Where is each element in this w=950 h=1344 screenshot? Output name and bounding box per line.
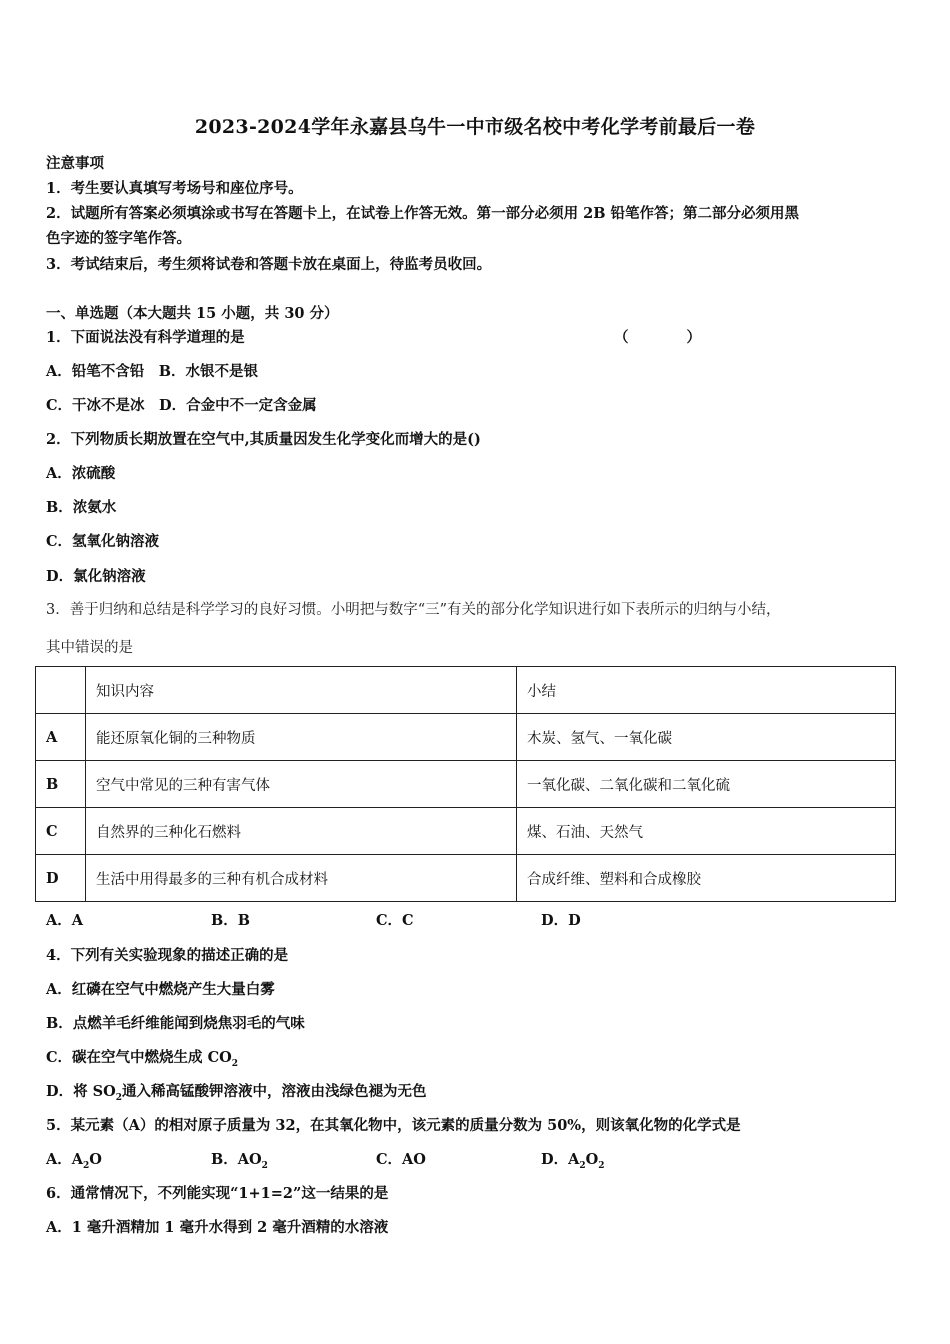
notice-item-2-cont: 色字迹的签字笔作答。	[46, 230, 191, 247]
table-cell: 一氧化碳、二氧化碳和二氧化硫	[517, 761, 896, 808]
subscript: 2	[231, 1058, 239, 1069]
q3-option-c: C．C	[376, 912, 414, 929]
q5-option-a	[46, 1148, 102, 1171]
q2-option-d: D．氯化钠溶液	[46, 568, 146, 585]
table-cell: B	[36, 761, 86, 808]
table-cell: D	[36, 855, 86, 902]
notice-heading: 注意事项	[46, 155, 104, 172]
q1-options-cd: C．干冰不是冰 D．合金中不一定含金属	[46, 397, 317, 414]
table-row	[36, 714, 896, 761]
page-title: 2023-2024学年永嘉县乌牛一中市级名校中考化学考前最后一卷	[194, 116, 756, 138]
q5-option-c: C．AO	[376, 1151, 426, 1168]
table-header-cell: 知识内容	[86, 667, 517, 714]
table-cell: 生活中用得最多的三种有机合成材料	[86, 855, 517, 902]
q4-stem: 4．下列有关实验现象的描述正确的是	[46, 947, 289, 964]
knowledge-table	[35, 666, 896, 902]
table-cell: C	[36, 808, 86, 855]
subscript: 2	[579, 1160, 586, 1171]
q2-stem: 2．下列物质长期放置在空气中,其质量因发生化学变化而增大的是()	[46, 431, 481, 448]
q5-option-d-text: D．A	[541, 1151, 580, 1168]
q5-option-a-text-end: O	[89, 1151, 102, 1168]
table-cell: 合成纤维、塑料和合成橡胶	[517, 855, 896, 902]
q6-option-a: A．1 毫升酒精加 1 毫升水得到 2 毫升酒精的水溶液	[46, 1219, 389, 1236]
bracket-open: （	[614, 329, 629, 346]
q3-option-a: A．A	[46, 912, 84, 929]
q5-option-a-text: A．A	[46, 1151, 84, 1168]
q5-option-b	[211, 1148, 268, 1171]
subscript: 2	[261, 1160, 268, 1171]
q3-option-d: D．D	[541, 912, 581, 929]
q5-stem: 5．某元素（A）的相对原子质量为 32，在其氧化物中，该元素的质量分数为 50%，则该氧化物的化学式是	[46, 1117, 741, 1134]
q5-option-b-text: B．AO	[211, 1151, 262, 1168]
bracket-close: ）	[686, 329, 701, 346]
table-cell: 自然界的三种化石燃料	[86, 808, 517, 855]
table-row	[36, 855, 896, 902]
table-cell: 空气中常见的三种有害气体	[86, 761, 517, 808]
table-cell: 木炭、氢气、一氧化碳	[517, 714, 896, 761]
q1-options-ab: A．铅笔不含铅 B．水银不是银	[46, 363, 259, 380]
q4-option-d-text-end: 通入稀高锰酸钾溶液中，溶液由浅绿色褪为无色	[122, 1083, 427, 1100]
subscript: 2	[115, 1092, 122, 1103]
table-header-row	[36, 667, 896, 714]
subscript: 2	[598, 1160, 605, 1171]
q3-stem-line1: 3．善于归纳和总结是科学学习的良好习惯。小明把与数字“三”有关的部分化学知识进行如下表所示的归纳与小结，	[46, 602, 781, 618]
q4-option-c-text: C．碳在空气中燃烧生成 CO	[46, 1049, 232, 1066]
q4-option-a: A．红磷在空气中燃烧产生大量白雾	[46, 981, 275, 998]
notice-item-2: 2．试题所有答案必须填涂或书写在答题卡上，在试卷上作答无效。第一部分必须用 2B 铅笔作答；第二部分必须用黑	[46, 205, 800, 222]
q4-option-c	[46, 1046, 238, 1069]
table-header-cell: 小结	[517, 667, 896, 714]
table-cell: A	[36, 714, 86, 761]
q2-option-a: A．浓硫酸	[46, 465, 116, 482]
table-row	[36, 808, 896, 855]
q5-option-d-text-mid: O	[585, 1151, 599, 1168]
q1-stem: 1．下面说法没有科学道理的是	[46, 329, 245, 346]
notice-item-3: 3．考试结束后，考生须将试卷和答题卡放在桌面上，待监考员收回。	[46, 256, 492, 273]
section-heading: 一、单选题（本大题共 15 小题，共 30 分）	[46, 305, 339, 322]
q3-stem-line2: 其中错误的是	[46, 640, 133, 656]
q5-option-d	[541, 1148, 605, 1171]
q4-option-b: B．点燃羊毛纤维能闻到烧焦羽毛的气味	[46, 1015, 305, 1032]
q4-option-d-text: D．将 SO	[46, 1083, 116, 1100]
q4-option-d	[46, 1080, 427, 1103]
subscript: 2	[83, 1160, 90, 1171]
q1-answer-bracket	[614, 326, 701, 347]
q6-stem: 6．通常情况下，不列能实现“1+1=2”这一结果的是	[46, 1185, 389, 1202]
table-cell: 煤、石油、天然气	[517, 808, 896, 855]
q2-option-b: B．浓氨水	[46, 499, 117, 516]
table-cell: 能还原氧化铜的三种物质	[86, 714, 517, 761]
table-header-cell	[36, 667, 86, 714]
notice-item-1: 1．考生要认真填写考场号和座位序号。	[46, 180, 303, 197]
table-row	[36, 761, 896, 808]
q2-option-c: C．氢氧化钠溶液	[46, 533, 160, 550]
q3-option-b: B．B	[211, 912, 251, 929]
